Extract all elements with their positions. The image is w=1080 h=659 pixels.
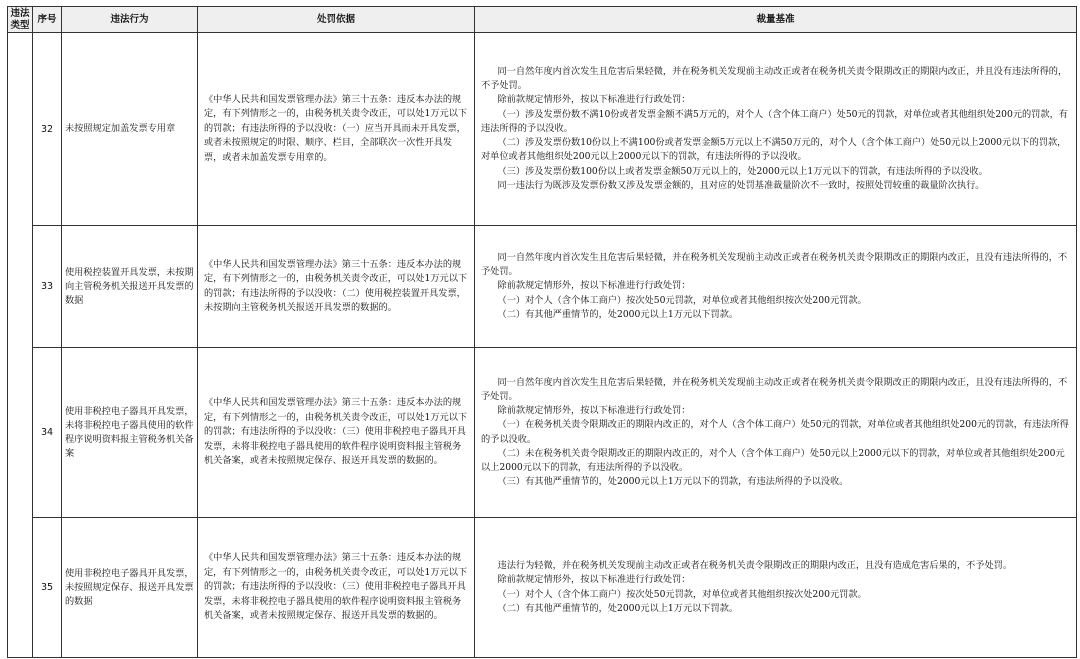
standard-paragraph: 同一自然年度内首次发生且危害后果轻微，并在税务机关发现前主动改正或者在税务机关责令限期改正的期限内改正，且没有违法所得的，不予处罚。 bbox=[481, 251, 1068, 278]
table-row bbox=[8, 348, 1077, 518]
row-violation-act: 使用非税控电子器具开具发票，未按照规定保存、报送开具发票的数据 bbox=[62, 518, 198, 658]
standard-paragraph: 同一自然年度内首次发生且危害后果轻微，并在税务机关发现前主动改正或者在税务机关责令限期改正的期限内改正，且没有违法所得的，不予处罚。 bbox=[481, 376, 1068, 402]
standard-paragraph: 除前款规定情形外，按以下标准进行行政处罚： bbox=[497, 574, 691, 586]
standard-paragraph: 同一违法行为既涉及发票份数又涉及发票金额的，且对应的处罚基准裁量阶次不一致时，按照处罚较重的裁量阶次执行。 bbox=[497, 179, 985, 191]
standard-paragraph: （二）有其他严重情节的，处2000元以上1万元以下罚款。 bbox=[497, 602, 739, 614]
standard-paragraph: （三）有其他严重情节的，处2000元以上1万元以下的罚款，有违法所得的予以没收。 bbox=[497, 476, 849, 488]
table-header-row bbox=[8, 7, 1077, 33]
row-penalty-basis: 《中华人民共和国发票管理办法》第三十五条：违反本办法的规定，有下列情形之一的，由税务机关责令改正，可以处1万元以下的罚款；有违法所得的予以没收：（三）使用非税控电子器具开具发票，未将非税控电子器具使用的软件程序说明资料报主管税务机关备案，或者未按照规定保存、报送开具发票的数据的。 bbox=[198, 348, 475, 518]
row-violation-act: 使用非税控电子器具开具发票，未将非税控电子器具使用的软件程序说明资料报主管税务机关备案 bbox=[62, 348, 198, 518]
table-row bbox=[8, 518, 1077, 658]
standard-paragraph: 违法行为轻微，并在税务机关发现前主动改正或者在税务机关责令限期改正的期限内改正，且没有造成危害后果的，不予处罚。 bbox=[497, 560, 1013, 572]
row-discretion-standard bbox=[475, 518, 1077, 658]
header-penalty-basis: 处罚依据 bbox=[198, 7, 475, 33]
standard-paragraph: 同一自然年度内首次发生且危害后果轻微，并在税务机关发现前主动改正或者在税务机关责令限期改正的期限内改正，并且没有违法所得的，不予处罚。 bbox=[481, 66, 1068, 92]
table-row bbox=[8, 226, 1077, 348]
violation-type-cell bbox=[8, 33, 33, 658]
standard-paragraph: （二）未在税务机关责令限期改正的期限内改正的，对个人（含个体工商户）处50元以上2000元以下的罚款，对单位或者其他组织处200元以上2000元以下的罚款，有违法所得的予以没收。 bbox=[481, 447, 1065, 473]
standard-paragraph: （一）涉及发票份数不满10份或者发票金额不满5万元的，对个人（含个体工商户）处50元的罚款，对单位或者其他组织处200元的罚款，有违法所得的予以没收。 bbox=[481, 108, 1068, 134]
standard-paragraph: 除前款规定情形外，按以下标准进行行政处罚： bbox=[497, 94, 691, 106]
standard-paragraph: （一）对个人（含个体工商户）按次处50元罚款，对单位或者其他组织按次处200元罚款。 bbox=[497, 294, 867, 306]
row-serial-number: 35 bbox=[33, 518, 62, 658]
row-penalty-basis: 《中华人民共和国发票管理办法》第三十五条：违反本办法的规定，有下列情形之一的，由税务机关责令改正，可以处1万元以下的罚款；有违法所得的予以没收：（二）使用税控装置开具发票，未按期向主管税务机关报送开具发票的数据的。 bbox=[198, 226, 475, 348]
row-violation-act: 使用税控装置开具发票，未按期向主管税务机关报送开具发票的数据 bbox=[62, 226, 198, 348]
row-violation-act: 未按照规定加盖发票专用章 bbox=[62, 33, 198, 226]
table-row bbox=[8, 33, 1077, 226]
row-discretion-standard bbox=[475, 33, 1077, 226]
standard-paragraph: （一）在税务机关责令限期改正的期限内改正的，对个人（含个体工商户）处50元的罚款，对单位或者其他组织处200元的罚款，有违法所得的予以没收。 bbox=[481, 419, 1069, 445]
header-violation-type: 违法类型 bbox=[8, 7, 33, 33]
row-penalty-basis: 《中华人民共和国发票管理办法》第三十五条：违反本办法的规定，有下列情形之一的，由税务机关责令改正，可以处1万元以下的罚款；有违法所得的予以没收：（三）使用非税控电子器具开具发票，未将非税控电子器具使用的软件程序说明资料报主管税务机关备案，或者未按照规定保存、报送开具发票的数据的。 bbox=[198, 518, 475, 658]
row-serial-number: 33 bbox=[33, 226, 62, 348]
row-serial-number: 32 bbox=[33, 33, 62, 226]
row-discretion-standard bbox=[475, 348, 1077, 518]
header-discretion-standard: 裁量基准 bbox=[475, 7, 1077, 33]
penalty-discretion-table bbox=[7, 6, 1077, 658]
standard-paragraph: （三）涉及发票份数100份以上或者发票金额50万元以上的，处2000元以上1万元以下的罚款，有违法所得的予以没收。 bbox=[497, 165, 988, 177]
standard-paragraph: （二）有其他严重情节的，处2000元以上1万元以下罚款。 bbox=[497, 308, 739, 320]
row-discretion-standard bbox=[475, 226, 1077, 348]
standard-paragraph: （二）涉及发票份数10份以上不满100份或者发票金额5万元以上不满50万元的，对个人（含个体工商户）处50元以上2000元以下的罚款，对单位或者其他组织处200元以上2000元以下的罚款，有违法所得的予以没收。 bbox=[481, 137, 1067, 163]
header-serial-number: 序号 bbox=[33, 7, 62, 33]
header-violation-act: 违法行为 bbox=[62, 7, 198, 33]
standard-paragraph: 除前款规定情形外，按以下标准进行行政处罚： bbox=[497, 405, 691, 417]
row-serial-number: 34 bbox=[33, 348, 62, 518]
row-penalty-basis: 《中华人民共和国发票管理办法》第三十五条：违反本办法的规定，有下列情形之一的，由税务机关责令改正，可以处1万元以下的罚款；有违法所得的予以没收：（一）应当开具而未开具发票，或者未按照规定的时限、顺序、栏目，全部联次一次性开具发票，或者未加盖发票专用章的。 bbox=[198, 33, 475, 226]
standard-paragraph: （一）对个人（含个体工商户）按次处50元罚款，对单位或者其他组织按次处200元罚款。 bbox=[497, 588, 867, 600]
standard-paragraph: 除前款规定情形外，按以下标准进行行政处罚： bbox=[497, 280, 691, 292]
